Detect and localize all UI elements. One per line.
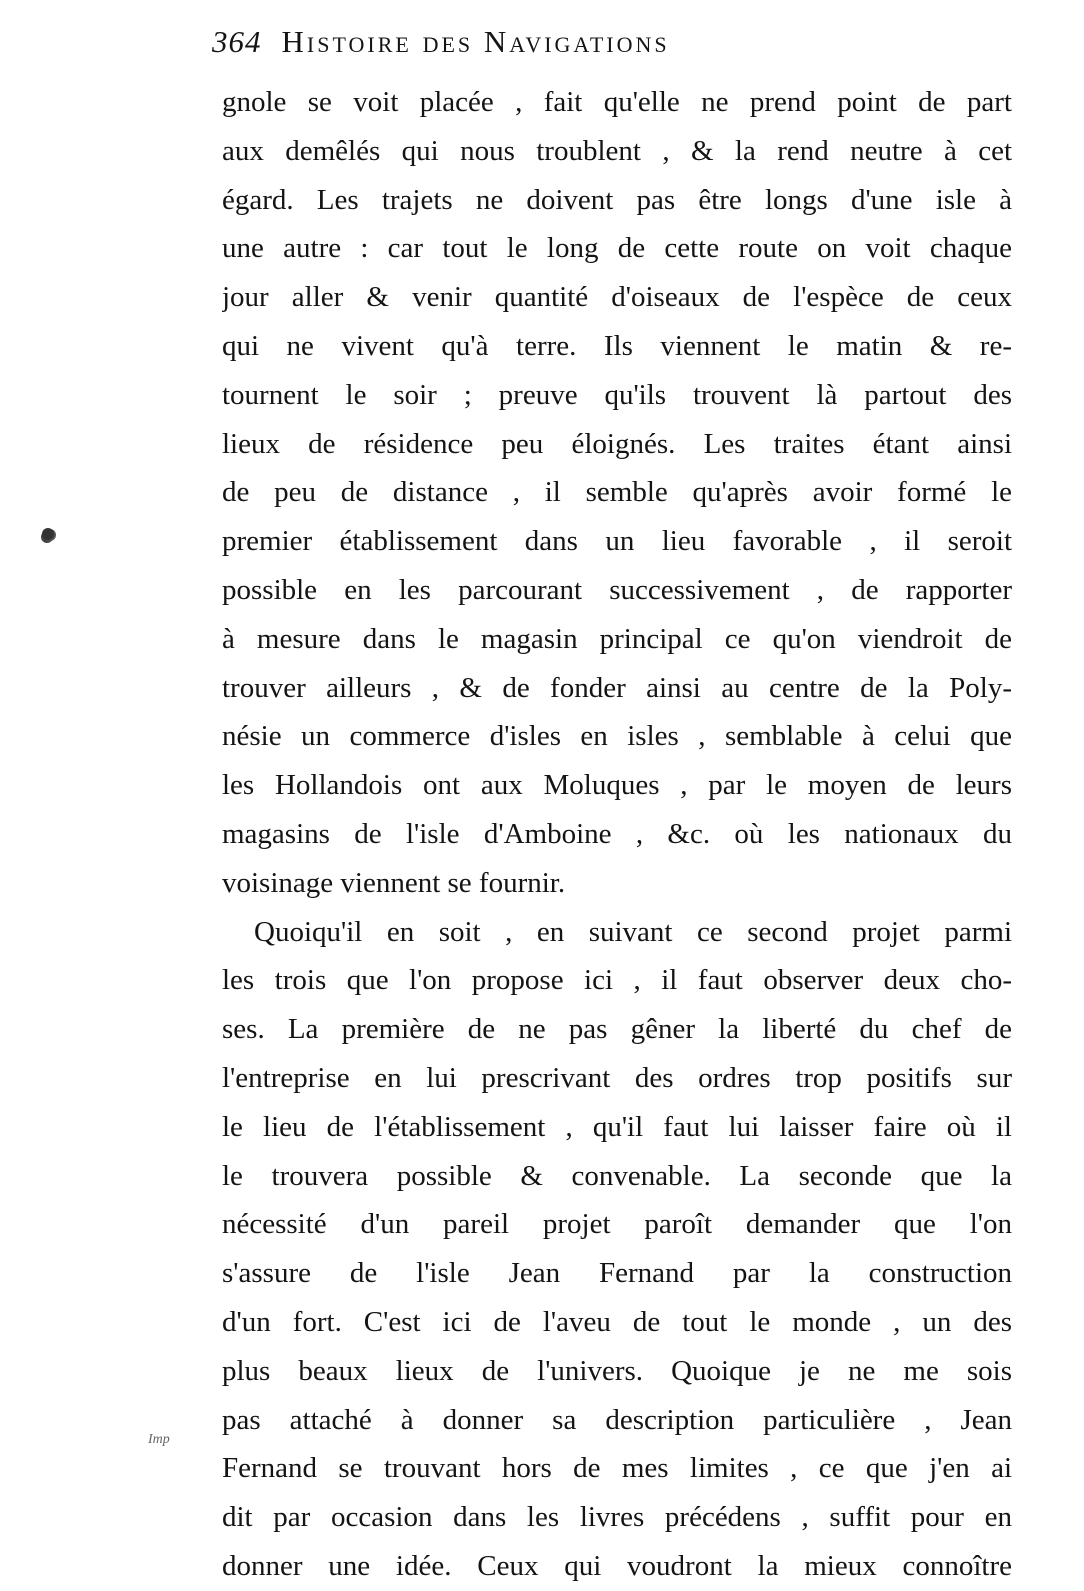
text-line: nésie un commerce d'isles en isles , semblable à celui que — [222, 720, 1012, 753]
page-header — [212, 24, 972, 74]
text-line: les Hollandois ont aux Moluques , par le moyen de leurs — [222, 769, 1012, 802]
text-line: premier établissement dans un lieu favorable , il seroit — [222, 525, 1012, 558]
text-line: le lieu de l'établissement , qu'il faut lui laisser faire où il — [222, 1110, 1012, 1143]
text-line: possible en les parcourant successivement , de rapporter — [222, 573, 1012, 606]
running-title: Histoire des Navigations — [281, 24, 670, 59]
text-line: aux demêlés qui nous troublent , & la rend neutre à cet — [222, 134, 1012, 167]
text-line: lieux de résidence peu éloignés. Les traites étant ainsi — [222, 427, 1012, 460]
page-number: 364 — [212, 24, 262, 59]
text-line: d'un fort. C'est ici de l'aveu de tout le monde , un des — [222, 1305, 1012, 1338]
text-line: voisinage viennent se fournir. — [222, 866, 566, 899]
text-line: ses. La première de ne pas gêner la liberté du chef de — [222, 1013, 1012, 1046]
text-line: s'assure de l'isle Jean Fernand par la construction — [222, 1257, 1012, 1290]
body-text — [222, 78, 1012, 1591]
text-line: magasins de l'isle d'Amboine , &c. où les nationaux du — [222, 817, 1012, 850]
text-line: pas attaché à donner sa description particulière , Jean — [222, 1403, 1012, 1436]
text-line: trouver ailleurs , & de fonder ainsi au centre de la Poly- — [222, 671, 1012, 704]
paragraph-start-line: Quoiqu'il en soit , en suivant ce second projet parmi — [254, 915, 1012, 948]
text-line: dit par occasion dans les livres précédens , suffit pour en — [222, 1501, 1012, 1534]
text-line: nécessité d'un pareil projet paroît demander que l'on — [222, 1208, 1012, 1241]
text-line: de peu de distance , il semble qu'après avoir formé le — [222, 476, 1012, 509]
text-line: donner une idée. Ceux qui voudront la mieux connoître — [222, 1549, 1012, 1582]
text-line: l'entreprise en lui prescrivant des ordres trop positifs sur — [222, 1061, 1012, 1094]
ink-blot — [42, 528, 54, 540]
text-line: plus beaux lieux de l'univers. Quoique je ne me sois — [222, 1354, 1012, 1387]
text-line: Fernand se trouvant hors de mes limites , ce que j'en ai — [222, 1452, 1012, 1485]
text-line: qui ne vivent qu'à terre. Ils viennent le matin & re- — [222, 329, 1012, 362]
text-line: tournent le soir ; preuve qu'ils trouvent là partout des — [222, 378, 1012, 411]
text-line: gnole se voit placée , fait qu'elle ne prend point de part — [222, 86, 1012, 118]
text-line: une autre : car tout le long de cette route on voit chaque — [222, 232, 1012, 265]
text-line: les trois que l'on propose ici , il faut observer deux cho- — [222, 964, 1012, 997]
text-line: jour aller & venir quantité d'oiseaux de l'espèce de ceux — [222, 281, 1012, 314]
stray-ink-mark: Imp — [148, 1432, 170, 1447]
text-line: égard. Les trajets ne doivent pas être longs d'une isle à — [222, 183, 1012, 216]
text-line: à mesure dans le magasin principal ce qu'on viendroit de — [222, 622, 1012, 655]
text-line: le trouvera possible & convenable. La seconde que la — [222, 1159, 1012, 1192]
